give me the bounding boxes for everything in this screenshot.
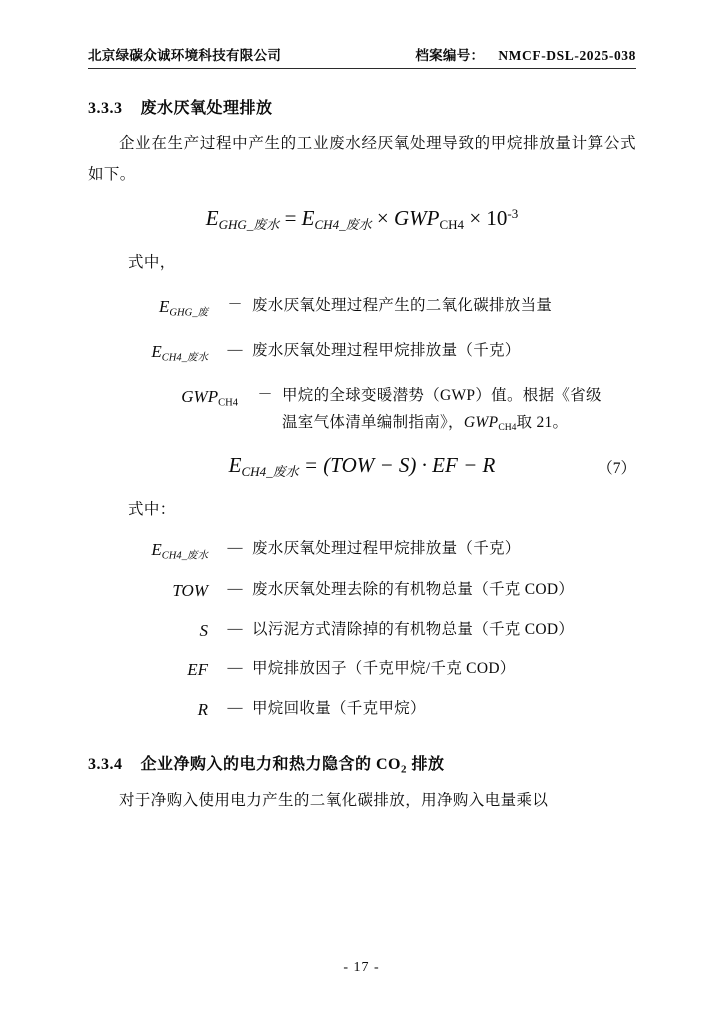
archive-code-value: NMCF-DSL-2025-038 (498, 48, 636, 63)
definition-text: 废水厌氧处理过程甲烷排放量（千克） (252, 540, 521, 558)
definition-dash: — (227, 342, 243, 359)
formula-ghg-wastewater (88, 206, 636, 233)
definition-dash: — (227, 620, 243, 637)
definition-text-part1: 甲烷的全球变暖潜势（GWP）值。根据《省级 (282, 386, 602, 404)
definition-text-part3: 取 21。 (516, 414, 569, 432)
definition-text: 废水厌氧处理过程甲烷排放量（千克） (252, 342, 521, 360)
definition-dash: － (227, 297, 243, 314)
section-number-334: 3.3.4 (88, 755, 123, 773)
section-title-333: 废水厌氧处理排放 (140, 100, 273, 117)
section-title-334-part1: 企业净购入的电力和热力隐含的 CO (140, 755, 402, 773)
definition-inline-math: $GWP_{CH4}$ (463, 414, 517, 434)
section-heading-334 (88, 751, 636, 775)
where-label-1: 式中， (128, 254, 176, 272)
definition-symbol: $E_{CH4\_废水}$ (151, 540, 208, 562)
section-number-333: 3.3.3 (88, 100, 123, 117)
paragraph-333: 企业在生产过程中产生的工业废水经厌氧处理导致的甲烷排放量计算公式如下。 (88, 135, 636, 183)
definition-list-1 (88, 292, 636, 437)
definition-symbol: $GWP_{CH4}$ (181, 386, 238, 409)
definition-row (88, 535, 636, 566)
paragraph-334: 对于净购入使用电力产生的二氧化碳排放，用净购入电量乘以 (119, 792, 549, 810)
definition-dash: — (227, 540, 243, 557)
definition-symbol: TOW (172, 580, 208, 600)
definition-text: 甲烷排放因子（千克甲烷/千克 COD） (252, 660, 516, 678)
definition-symbol: $E_{CH4\_废水}$ (151, 342, 208, 364)
definition-row (88, 576, 636, 606)
definition-text (282, 382, 636, 437)
definition-dash: — (227, 660, 243, 677)
definition-row (88, 292, 636, 323)
where-label-2: 式中： (128, 501, 176, 519)
equation-number-7: （7） (597, 459, 636, 477)
definition-dash: — (227, 580, 243, 597)
definition-row (88, 616, 636, 646)
formula-ch4-wastewater-text: $E_{CH4\_废水} = (TOW - S)$ · EF − R (228, 452, 496, 480)
definition-text: 以污泥方式清除掉的有机物总量（千克 COD） (252, 620, 575, 638)
archive-code-label: 档案编号： (415, 48, 485, 63)
definition-symbol: EF (187, 660, 208, 680)
definition-list-2 (88, 535, 636, 725)
formula-ch4-wastewater (88, 453, 636, 480)
definition-symbol: S (199, 620, 208, 640)
section-title-334-subscript: 2 (401, 763, 408, 776)
definition-dash: — (227, 700, 243, 717)
definition-text: 甲烷回收量（千克甲烷） (252, 700, 426, 718)
section-heading-333 (88, 95, 636, 118)
definition-row (88, 382, 636, 437)
document-header (88, 44, 636, 69)
definition-text-part2: 温室气体清单编制指南》， (282, 414, 464, 432)
page-content (88, 44, 636, 816)
definition-symbol: R (197, 700, 208, 720)
formula-ghg-wastewater-text: $E_{GHG\_废水} = E_{CH4\_废水} \times GWP_{CH4} \times 10^{-3}$ (205, 206, 519, 233)
definition-row (88, 695, 636, 725)
definition-row (88, 337, 636, 368)
section-title-334-part2: 排放 (407, 755, 445, 773)
company-name: 北京绿碳众诚环境科技有限公司 (88, 48, 282, 63)
definition-dash: － (257, 386, 273, 403)
definition-symbol: $E_{GHG\_废}$ (158, 297, 208, 319)
archive-code-group (415, 44, 636, 64)
page-footer: - 17 - (343, 960, 380, 975)
definition-text: 废水厌氧处理去除的有机物总量（千克 COD） (252, 580, 575, 598)
definition-text: 废水厌氧处理过程产生的二氧化碳排放当量 (252, 297, 553, 315)
definition-row (88, 655, 636, 685)
